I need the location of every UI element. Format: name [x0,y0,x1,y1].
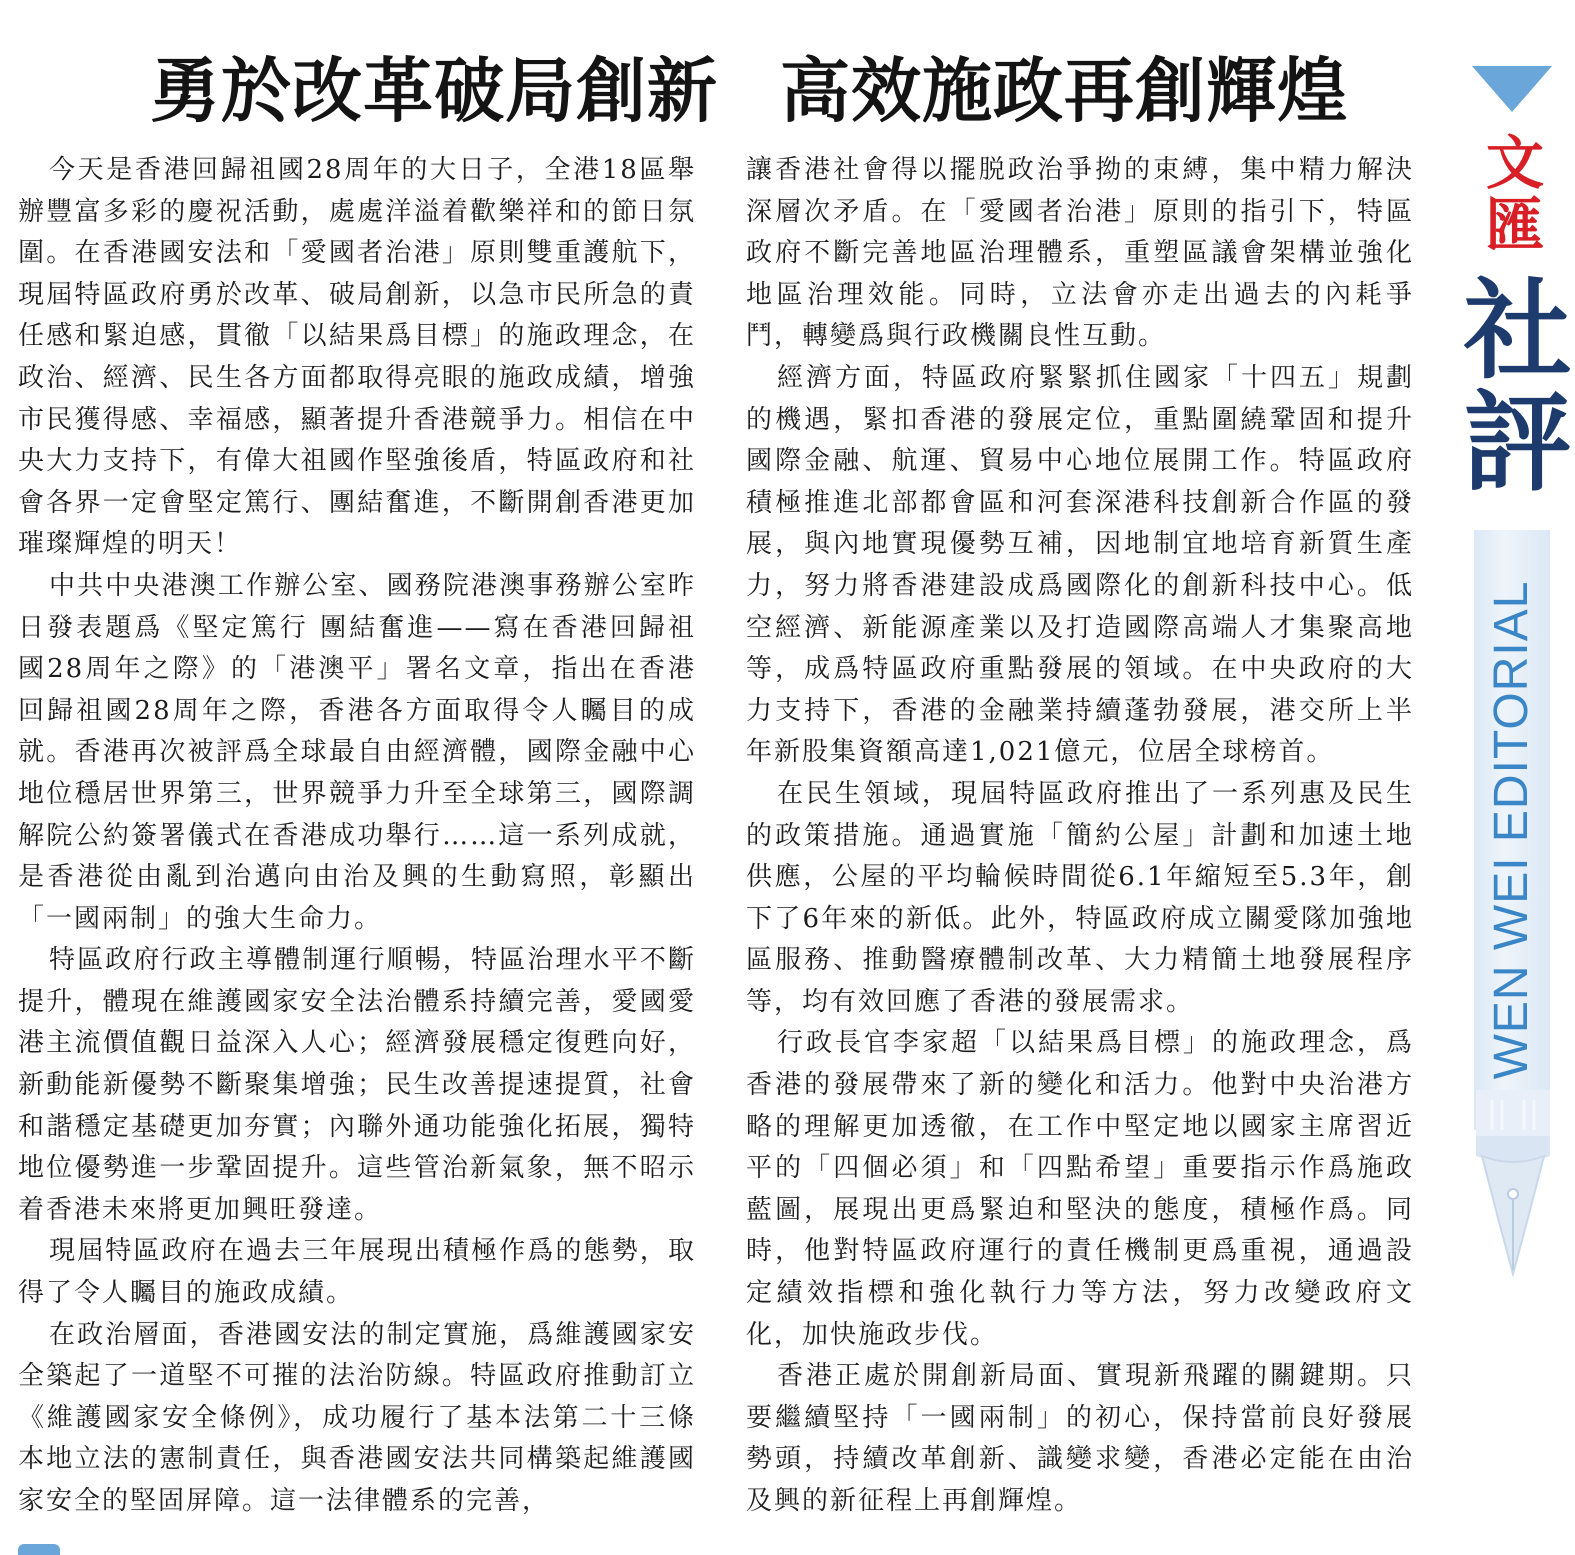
paragraph-right-1: 讓香港社會得以擺脱政治爭拗的束縛，集中精力解決深層次矛盾。在「愛國者治港」原則的指引下，特區政府不斷完善地區治理體系，重塑區議會架構並強化地區治理效能。同時，立法會亦走出過去的內耗爭鬥，轉變爲與行政機關良性互動。 [746,155,1414,352]
paragraph-right-5: 香港正處於開創新局面、實現新飛躍的關鍵期。只要繼續堅持「一國兩制」的初心，保持當前良好發展勢頭，持續改革創新、識變求變，香港必定能在由治及興的新征程上再創輝煌。 [746,1361,1414,1516]
paragraph-left-2: 中共中央港澳工作辦公室、國務院港澳事務辦公室昨日發表題爲《堅定篤行 團結奮進——寫在香港回歸祖國28周年之際》的「港澳平」署名文章，指出在香港回歸祖國28周年之際，香港各方面取得令人矚目的成就。香港再次被評爲全球最自由經濟體，國際金融中心地位穩居世界第三，世界競爭力升至全球第三，國際調解院公約簽署儀式在香港成功舉行……這一系列成就，是香港從由亂到治邁向由治及興的生動寫照，彰顯出「一國兩制」的強大生命力。 [18,570,696,934]
section-title-char-1: 社 [1463,268,1572,394]
article-column-left [18,150,696,1523]
section-title [1460,268,1575,506]
paragraph-left-1: 今天是香港回歸祖國28周年的大日子，全港18區舉辦豐富多彩的慶祝活動，處處洋溢着歡樂祥和的節日氛圍。在香港國安法和「愛國者治港」原則雙重護航下，現屆特區政府勇於改革、破局創新，以急市民所急的責任感和緊迫感，貫徹「以結果爲目標」的施政理念，在政治、經濟、民生各方面都取得亮眼的施政成績，增強市民獲得感、幸福感，顯著提升香港競爭力。相信在中央大力支持下，有偉大祖國作堅強後盾，特區政府和社會各界一定會堅定篤行、團結奮進，不斷開創香港更加璀璨輝煌的明天！ [18,155,696,560]
headline-part-2: 高效施政再創輝煌 [780,49,1348,132]
triangle-marker-icon [1472,66,1552,112]
paragraph-left-3: 特區政府行政主導體制運行順暢，特區治理水平不斷提升，體現在維護國家安全法治體系持續完善，愛國愛港主流價值觀日益深入人心；經濟發展穩定復甦向好，新動能新優勢不斷聚集增強；民生改善提速提質，社會和諧穩定基礎更加夯實；內聯外通功能強化拓展，獨特地位優勢進一步鞏固提升。這些管治新氣象，無不昭示着香港未來將更加興旺發達。 [18,945,696,1225]
editorial-headline [150,46,1348,136]
paragraph-right-2: 經濟方面，特區政府緊緊抓住國家「十四五」規劃的機遇，緊扣香港的發展定位，重點圍繞鞏固和提升國際金融、航運、貿易中心地位展開工作。特區政府積極推進北部都會區和河套深港科技創新合作區的發展，與內地實現優勢互補，因地制宜地培育新質生產力，努力將香港建設成爲國際化的創新科技中心。低空經濟、新能源產業以及打造國際高端人才集聚高地等，成爲特區政府重點發展的領域。在中央政府的大力支持下，香港的金融業持續蓬勃發展，港交所上半年新股集資額高達1,021億元，位居全球榜首。 [746,362,1414,768]
paragraph-left-5: 在政治層面，香港國安法的制定實施，爲維護國家安全築起了一道堅不可摧的法治防線。特區政府推動訂立《維護國家安全條例》，成功履行了基本法第二十三條本地立法的憲制責任，與香港國安法共同構築起維護國家安全的堅固屏障。這一法律體系的完善， [18,1319,696,1516]
editorial-side-panel [1460,60,1575,1555]
article-column-right [746,150,1414,1523]
paragraph-right-4: 行政長官李家超「以結果爲目標」的施政理念，爲香港的發展帶來了新的變化和活力。他對中央治港方略的理解更加透徹，在工作中堅定地以國家主席習近平的「四個必須」和「四點希望」重要指示作爲施政藍圖，展現出更爲緊迫和堅決的態度，積極作爲。同時，他對特區政府運行的責任機制更爲重視，通過設定績效指標和強化執行力等方法，努力改變政府文化，加快施政步伐。 [746,1028,1414,1350]
section-title-char-2: 評 [1463,380,1572,506]
logo-char-wen: 文 [1485,129,1544,197]
logo-char-wei: 匯 [1485,191,1544,259]
fountain-pen-icon [1468,1090,1558,1280]
corner-accent-mark [18,1544,60,1555]
section-band-label: WEN WEI EDITORIAL [1485,580,1538,1080]
headline-part-1: 勇於改革破局創新 [150,49,718,132]
wen-wei-logo [1470,129,1560,259]
paragraph-right-3: 在民生領域，現屆特區政府推出了一系列惠及民生的政策措施。通過實施「簡約公屋」計劃和加速土地供應，公屋的平均輪候時間從6.1年縮短至5.3年，創下了6年來的新低。此外，特區政府成立關愛隊加強地區服務、推動醫療體制改革、大力精簡土地發展程序等，均有效回應了香港的發展需求。 [746,778,1414,1017]
paragraph-left-4: 現屆特區政府在過去三年展現出積極作爲的態勢，取得了令人矚目的施政成績。 [18,1236,696,1309]
